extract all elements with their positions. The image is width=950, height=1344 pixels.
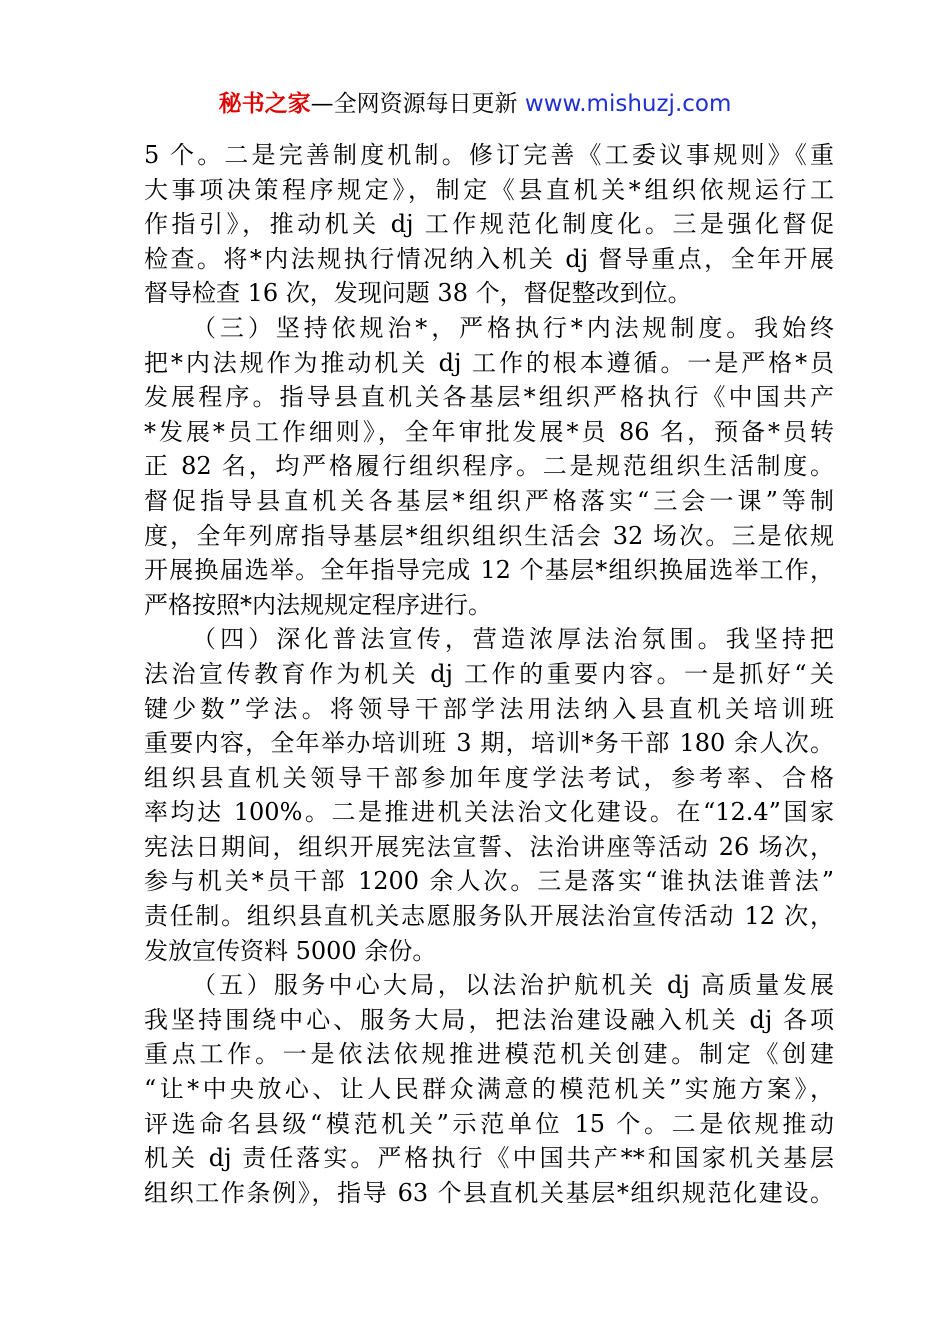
text-line: 发放宣传资料 5000 余份。: [144, 936, 437, 965]
page-header: [0, 86, 950, 122]
text-line: 5 个。二是完善制度机制。修订完善《工委议事规则》《重: [144, 141, 834, 169]
text-line: 度，全年列席指导基层*组织组织生活会 32 场次。三是依规: [144, 521, 834, 550]
site-url[interactable]: www.mishuzj.com: [524, 91, 732, 117]
text-line: 法治宣传教育作为机关 dj 工作的重要内容。一是抓好“关: [144, 659, 834, 688]
text-line: 开展换届选举。全年指导完成 12 个基层*组织换届选举工作，: [144, 556, 834, 585]
text-line: *发展*员工作细则》，全年审批发展*员 86 名，预备*员转: [144, 417, 834, 446]
site-tagline: —全网资源每日更新: [310, 91, 525, 117]
text-line: 我坚持围绕中心、服务大局，把法治建设融入机关 dj 各项: [144, 1005, 834, 1034]
text-line: 责任制。组织县直机关志愿服务队开展法治宣传活动 12 次，: [144, 902, 834, 931]
text-line: 宪法日期间，组织开展宪法宣誓、法治讲座等活动 26 场次，: [144, 832, 834, 861]
text-line: 评选命名县级“模范机关”示范单位 15 个。二是依规推动: [144, 1109, 834, 1138]
text-line: 键少数”学法。将领导干部学法用法纳入县直机关培训班: [144, 694, 834, 723]
text-line: 把*内法规作为推动机关 dj 工作的根本遵循。一是严格*员: [144, 348, 834, 377]
section-heading-4: （四）深化普法宣传，营造浓厚法治氛围。我坚持把: [192, 625, 834, 654]
text-line: 发展程序。指导县直机关各基层*组织严格执行《中国共产: [144, 383, 834, 412]
section-heading-5: （五）服务中心大局，以法治护航机关 dj 高质量发展: [192, 971, 834, 1000]
text-line: 作指引》，推动机关 dj 工作规范化制度化。三是强化督促: [144, 210, 834, 239]
text-line: 正 82 名，均严格履行组织程序。二是规范组织生活制度。: [144, 452, 834, 481]
text-line: 组织县直机关领导干部参加年度学法考试，参考率、合格: [144, 763, 834, 792]
text-line: 督导检查 16 次，发现问题 38 个，督促整改到位。: [144, 279, 692, 308]
text-line: 重要内容，全年举办培训班 3 期，培训*务干部 180 余人次。: [144, 729, 834, 758]
text-line: “让*中央放心、让人民群众满意的模范机关”实施方案》，: [144, 1075, 834, 1104]
text-line: 参与机关*员干部 1200 余人次。三是落实“谁执法谁普法”: [144, 867, 834, 896]
text-line: 机关 dj 责任落实。严格执行《中国共产**和国家机关基层: [144, 1144, 834, 1173]
text-line: 重点工作。一是依法依规推进模范机关创建。制定《创建: [144, 1040, 834, 1069]
text-line: 组织工作条例》，指导 63 个县直机关基层*组织规范化建设。: [144, 1178, 834, 1207]
text-line: 督促指导县直机关各基层*组织严格落实“三会一课”等制: [144, 486, 834, 515]
site-brand: 秘书之家: [218, 91, 311, 117]
document-body: [144, 138, 834, 1210]
text-line: 大事项决策程序规定》，制定《县直机关*组织依规运行工: [144, 175, 834, 204]
text-line: 检查。将*内法规执行情况纳入机关 dj 督导重点，全年开展: [144, 244, 834, 273]
section-heading-3: （三）坚持依规治*，严格执行*内法规制度。我始终: [192, 313, 834, 342]
text-line: 严格按照*内法规规定程序进行。: [144, 590, 492, 619]
text-line: 率均达 100%。二是推进机关法治文化建设。在“12.4”国家: [144, 798, 834, 827]
